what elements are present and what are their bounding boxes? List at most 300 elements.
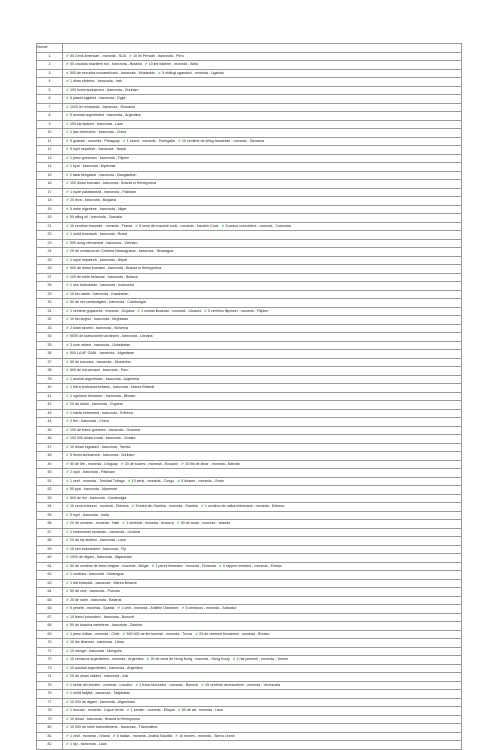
item-text: 20 de kip laotieni - bancnota - Laos [70,538,126,542]
row-number: 33 [37,324,63,333]
row-number: 59 [37,545,63,554]
checkmark-icon: ✔ [66,563,70,568]
row-items [63,307,462,316]
row-items [63,554,462,563]
item-text: 5 centimo filipinezi - moneda - Filipine [208,308,269,313]
item-text: 5 butut din Gambia - moneda - Gambia [135,504,198,508]
row-number: 57 [37,528,63,537]
table-row [37,256,462,265]
row-number: 24 [37,248,63,257]
checkmark-icon: ✔ [144,62,148,66]
table-row [37,537,462,546]
table-row [37,222,462,231]
row-items [63,282,462,291]
item-text: 5 naire nigeriene - bancnota - Niger [70,206,127,211]
checkmark-icon: ✔ [66,70,70,75]
item-text: 1 sen indonezian - bancnota - Indonezia [70,283,134,287]
item-text: 5 australi argentinieni - bancnota - Argentina [70,113,141,117]
table-row [37,120,462,129]
checkmark-icon: ✔ [66,393,70,398]
checkmark-icon: ✔ [66,291,70,296]
row-number: 66 [37,605,63,614]
item-text: 50 șiling nii - bancnota - Somalia [70,215,122,219]
table-row [37,324,462,333]
row-items [63,613,462,622]
row-number: 65 [37,596,63,605]
item-text: 10 lire libaneze - bancnota - Liban [70,640,125,644]
row-number: 6 [37,95,63,104]
table-row [37,103,462,112]
table-row [37,554,462,563]
table-row [37,367,462,376]
row-items [63,630,462,639]
row-number: 69 [37,630,63,639]
row-number: 2 [37,61,63,70]
checkmark-icon: ✔ [66,682,70,687]
item-text: 20 de centime - moneda - Haiti [70,521,120,525]
item-text: 100 florini surinamezi - bancnota - Surinam [70,87,139,92]
row-number: 19 [37,205,63,214]
row-number: 40 [37,384,63,393]
row-items [63,188,462,197]
checkmark-icon: ✔ [66,716,70,721]
row-number: 60 [37,554,63,563]
item-text: 1 karbovanet ucrainian - bancnota - Ucraina [70,529,140,534]
table-row [37,95,462,104]
row-items [63,690,462,699]
row-items [63,392,462,401]
list-table [36,43,462,750]
row-number: 70 [37,639,63,648]
item-text: 500 000 de lire turcești - moneda - Turcia [126,631,193,636]
row-items [63,486,462,495]
item-text: 500 de dinari bosniaci - bancnota - Bosnia și Herțegovina [70,266,162,270]
row-items [63,61,462,70]
row-number: 67 [37,613,63,622]
table-row [37,656,462,665]
checkmark-icon: ✔ [66,189,70,194]
item-text: 500 LA AF GANI - bancnota - Afganistan [70,351,135,355]
item-text: 10 dinari iugoslavi - bancnota - Serbia [70,444,131,449]
row-items [63,231,462,240]
item-text: 1 centimo de nafka eritreeana - moneda - Eritreea [204,504,285,508]
row-items [63,384,462,393]
row-number: 15 [37,171,63,180]
item-text: 25 de ruble - bancnota - Belarus [70,597,122,602]
checkmark-icon: ✔ [122,138,126,143]
item-text: 10 centime franceze - moneda - Franța [70,223,133,228]
item-text: 25 de dinari irakieni - bancnota - Irak [70,674,129,678]
table-row [37,384,462,393]
row-items [63,494,462,503]
item-text: 10 lei Persian - bancnota - Peru [133,53,184,58]
checkmark-icon: ✔ [66,334,70,338]
table-row [37,571,462,580]
item-text: 1 centimă - moneda - Andorra [126,521,174,525]
checkmark-icon: ✔ [66,147,70,151]
item-text: 1000 lei romanești - bancnota - Romania [70,104,135,109]
table-row [37,562,462,571]
table-row [37,715,462,724]
table-row [37,205,462,214]
row-number: 42 [37,401,63,410]
item-text: 20 de cenți de Hong Kong - moneda - Hong Kong [150,657,230,661]
table-row [37,409,462,418]
checkmark-icon: ✔ [66,266,70,270]
checkmark-icon: ✔ [66,691,70,695]
checkmark-icon: ✔ [66,274,70,279]
item-text: 1 jiao chinezesc - bancnota - China [70,130,127,134]
item-text: 10 senți - moneda - Congo [131,478,175,483]
row-items [63,222,462,231]
checkmark-icon: ✔ [66,504,70,508]
row-items [63,112,462,121]
item-text: 10 lire italiene - moneda - Italia [148,62,198,66]
item-text: 10 000 de afgani - bancnota - Afganistan [70,699,135,704]
row-number: 29 [37,290,63,299]
table-row [37,358,462,367]
item-text: 1 santim - moneda - Etiopia [130,708,175,712]
item-text: 10 franci burundezi - bancnota - Burundi [70,614,135,619]
checkmark-icon: ✔ [66,79,70,83]
item-text: 5 cenți din insulele cook - moneda - Insulele Cook [139,223,219,228]
row-items [63,171,462,180]
row-number: 31 [37,307,63,316]
item-text: 1 rublă tadjikă - bancnota - Tadjikistan [70,691,131,695]
checkmark-icon: ✔ [181,461,185,466]
checkmark-icon: ✔ [175,733,179,738]
table-row [37,732,462,741]
checkmark-icon: ✔ [66,614,70,619]
table-row [37,265,462,274]
checkmark-icon: ✔ [66,87,70,92]
row-items [63,69,462,78]
table-row [37,605,462,614]
item-text: 20 de sucres - moneda - Ecuador [124,461,179,466]
table-row [37,197,462,206]
table-row [37,61,462,70]
row-number: 9 [37,120,63,129]
row-number: 72 [37,656,63,665]
row-items [63,299,462,308]
row-number: 52 [37,486,63,495]
row-number: 21 [37,222,63,231]
table-row [37,426,462,435]
table-row [37,273,462,282]
row-items [63,443,462,452]
checkmark-icon: ✔ [66,555,70,559]
item-text: 50 Centi American - moneda - SUA [70,53,127,58]
item-text: 1 kyat - bancnota - Myanmar [70,164,116,168]
row-number: 44 [37,418,63,427]
item-text: 1 cent - moneda - Trinidad Tobago [70,478,125,483]
checkmark-icon: ✔ [66,121,70,126]
row-number: 25 [37,256,63,265]
item-text: 10 000 de ruble transnistriene - bancnota - Transnistria [70,725,158,729]
row-number: 63 [37,579,63,588]
checkmark-icon: ✔ [176,521,180,525]
row-items [63,78,462,87]
row-items [63,137,462,146]
table-row [37,86,462,95]
row-items [63,562,462,571]
table-row [37,664,462,673]
item-text: 10 australi argentinieni - bancnota - Argentina [70,665,143,670]
item-text: 1 rublă rusească - bancnota - Rusia [70,232,127,236]
item-text: 10 sen indonezieni - bancnota - Fiji [70,546,126,551]
row-items [63,469,462,478]
row-items [63,239,462,248]
row-number: 64 [37,588,63,597]
item-text: 5 centavos - moneda - Salvador [185,606,237,610]
row-number: 71 [37,647,63,656]
checkmark-icon: ✔ [201,682,205,687]
item-text: 5000 de karbovaneți ucrainieni - bancnota - Ucraina [70,334,153,338]
row-items [63,673,462,682]
checkmark-icon: ✔ [135,223,139,228]
row-items [63,647,462,656]
checkmark-icon: ✔ [66,300,70,304]
checkmark-icon: ✔ [66,419,70,423]
row-number: 38 [37,367,63,376]
checkmark-icon: ✔ [66,223,70,228]
row-items [63,265,462,274]
item-text: 1 penni finlandez - moneda - Finlanda [155,563,216,568]
item-text: 500 de inti peruani - bancnota - Peru [70,368,129,372]
item-text: 50 de lire - moneda - Uruguay [70,461,118,466]
row-items [63,503,462,512]
row-items [63,715,462,724]
row-items [63,724,462,733]
item-text: 5 pesos columbieni - moneda - Columbia [225,223,291,228]
row-number: 51 [37,477,63,486]
row-number: 79 [37,715,63,724]
item-text: 1 escud - moneda - Portugalia [126,138,175,143]
row-items [63,545,462,554]
row-number: 34 [37,333,63,342]
item-text: 5 florini surinamezi - bancnota - Surinam [70,453,135,457]
row-items [63,163,462,172]
item-text: 5 rupii - bancnota - India [70,512,109,517]
row-number: 81 [37,732,63,741]
row-items [63,333,462,342]
checkmark-icon: ✔ [112,733,116,738]
row-number: 73 [37,664,63,673]
item-text: 10 centavos argentinieni - moneda - Argentina [70,657,144,661]
checkmark-icon: ✔ [66,249,70,253]
item-text: 50 de aurar - moneda - Islanda [180,521,231,525]
row-number: 8 [37,112,63,121]
row-items [63,588,462,597]
checkmark-icon: ✔ [66,402,70,406]
table-row [37,681,462,690]
row-items [63,375,462,384]
table-row [37,741,462,750]
checkmark-icon: ✔ [131,504,135,508]
checkmark-icon: ✔ [151,563,155,568]
item-text: 20 leva - bancnota - Bulgaria [70,198,116,202]
table-row [37,290,462,299]
row-number: 36 [37,350,63,359]
table-row [37,545,462,554]
item-text: 1 rial yemenit - moneda - Yemen [236,657,289,661]
table-row [37,435,462,444]
row-items [63,528,462,537]
row-items [63,418,462,427]
checkmark-icon: ✔ [66,172,70,177]
checkmark-icon: ✔ [66,478,70,483]
checkmark-icon: ✔ [66,53,70,58]
checkmark-icon: ✔ [66,674,70,678]
table-row [37,333,462,342]
item-text: 1 centas lituanian - moneda - Lituania [141,308,202,313]
table-row [37,307,462,316]
table-row [37,690,462,699]
item-text: 10 centime de șiling tanzanian - moneda - Tanzania [181,138,264,143]
checkmark-icon: ✔ [117,606,121,610]
item-text: 1 nakfa eritreeană - bancnota - Eritreea [70,410,133,415]
table-row [37,239,462,248]
checkmark-icon: ✔ [66,181,70,185]
row-number: 48 [37,452,63,461]
table-row [37,418,462,427]
checkmark-icon: ✔ [66,546,70,551]
checkmark-icon: ✔ [66,742,70,746]
checkmark-icon: ✔ [66,657,70,661]
item-text: 1 sente din lesotho - moneda - Lesotho [70,682,133,687]
item-text: 1 rupie pakistaneză - bancnota - Pakistan [70,189,137,194]
table-row [37,452,462,461]
checkmark-icon: ✔ [122,631,126,636]
checkmark-icon: ✔ [66,198,70,202]
item-text: 500 de riel - bancnota - Cambodgia [70,495,127,500]
row-number: 41 [37,392,63,401]
checkmark-icon: ✔ [66,215,70,219]
table-row [37,494,462,503]
row-number: 32 [37,316,63,325]
item-text: 2 rupii - bancnota - Pakistan [70,470,115,474]
checkmark-icon: ✔ [66,342,70,347]
table-row [37,375,462,384]
row-items [63,214,462,223]
row-items [63,95,462,104]
row-number: 10 [37,129,63,138]
checkmark-icon: ✔ [66,444,70,449]
row-number: 4 [37,78,63,87]
checkmark-icon: ✔ [122,521,126,525]
row-number: 12 [37,146,63,155]
item-text: 5 guarani - moneda - Paraguay [70,138,120,143]
checkmark-icon: ✔ [66,130,70,134]
row-items [63,324,462,333]
checkmark-icon: ✔ [66,410,70,415]
checkmark-icon: ✔ [66,376,70,381]
table-row [37,282,462,291]
row-items [63,316,462,325]
table-row [37,503,462,512]
table-row [37,392,462,401]
row-number: 46 [37,435,63,444]
table-row [37,707,462,716]
table-row [37,137,462,146]
table-row [37,588,462,597]
row-items [63,154,462,163]
table-row [37,248,462,257]
item-text: 1 austral argentinian - bancnota - Argentina [70,376,139,381]
row-items [63,341,462,350]
row-number: 16 [37,180,63,189]
table-row [37,78,462,87]
row-number: 13 [37,154,63,163]
item-text: 3 sum uzbeci - bancnota - Uzbekistan [70,342,131,347]
row-number: 18 [37,197,63,206]
checkmark-icon: ✔ [66,62,70,66]
checkmark-icon: ✔ [66,104,70,109]
row-number: 80 [37,724,63,733]
item-text: 1 cedi - moneda - Ghana [70,733,110,738]
item-text: 5 rappen elvețieni - moneda - Elveția [222,563,282,568]
row-items [63,664,462,673]
checkmark-icon: ✔ [66,495,70,500]
row-number: 77 [37,698,63,707]
row-number: 50 [37,469,63,478]
checkmark-icon: ✔ [66,648,70,653]
checkmark-icon: ✔ [66,699,70,704]
table-row [37,622,462,631]
row-items [63,248,462,257]
checkmark-icon: ✔ [66,164,70,168]
checkmark-icon: ✔ [66,206,70,211]
checkmark-icon: ✔ [66,708,70,712]
row-items [63,460,462,469]
table-row [37,350,462,359]
checkmark-icon: ✔ [66,436,70,440]
row-number: 74 [37,673,63,682]
row-items [63,477,462,486]
row-number: 56 [37,520,63,529]
row-number: 28 [37,282,63,291]
item-text: 50 pya - bancnota - Myanmar [70,487,117,491]
item-text: 1 franc burundez - moneda - Burundi [139,682,199,687]
row-number: 37 [37,358,63,367]
row-items [63,656,462,665]
row-items [63,732,462,741]
checkmark-icon: ✔ [66,240,70,245]
table-row [37,477,462,486]
item-text: 1 cent - moneda - Antilele Olandeze [121,606,179,610]
table-row [37,171,462,180]
checkmark-icon: ✔ [66,572,70,576]
item-text: 100 dinari bosniaci - bancnota - Bosnia și Herțegovina [70,181,157,185]
row-items [63,180,462,189]
item-text: 100 de ruble belaruse - bancnota - Belarus [70,274,139,279]
item-text: 5 shilingi ugandezi - moneda - Uganda [162,70,224,75]
row-items [63,520,462,529]
row-items [63,409,462,418]
checkmark-icon: ✔ [66,138,70,143]
checkmark-icon: ✔ [66,725,70,729]
row-items [63,350,462,359]
row-items [63,103,462,112]
checkmark-icon: ✔ [127,478,131,483]
table-row [37,69,462,78]
checkmark-icon: ✔ [66,512,70,517]
table-row [37,443,462,452]
row-number: 68 [37,622,63,631]
item-text: 1 rupie nepaleză - bancnota - Nepal [70,257,128,262]
row-items [63,681,462,690]
checkmark-icon: ✔ [66,640,70,644]
